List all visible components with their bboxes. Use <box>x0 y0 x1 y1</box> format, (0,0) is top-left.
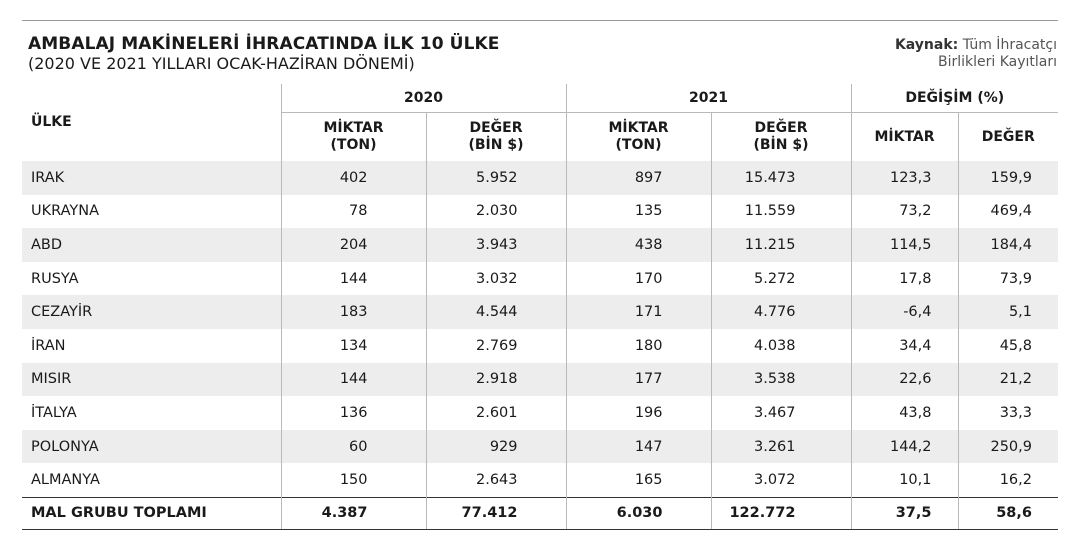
value-cell: 402 <box>281 161 426 195</box>
export-table <box>22 84 1058 530</box>
value-cell: 2.030 <box>426 195 566 229</box>
value-cell: 60 <box>281 430 426 464</box>
top-rule <box>22 20 1058 21</box>
country-cell: POLONYA <box>22 430 281 464</box>
group-header-change: DEĞİŞİM (%) <box>851 84 1058 113</box>
value-cell: 4.387 <box>281 497 426 529</box>
value-cell: 135 <box>566 195 711 229</box>
source-note <box>895 37 1057 71</box>
value-cell: 17,8 <box>851 262 958 296</box>
country-cell: ABD <box>22 228 281 262</box>
value-cell: 5.952 <box>426 161 566 195</box>
value-cell: 2.769 <box>426 329 566 363</box>
value-cell: 144 <box>281 363 426 397</box>
page-title: AMBALAJ MAKİNELERİ İHRACATINDA İLK 10 ÜLKE <box>28 34 500 54</box>
value-cell: 15.473 <box>711 161 851 195</box>
value-cell: 136 <box>281 396 426 430</box>
value-cell: 58,6 <box>958 497 1058 529</box>
value-cell: 438 <box>566 228 711 262</box>
country-cell: UKRAYNA <box>31 203 100 220</box>
qty-header-2021: MİKTAR (TON) <box>566 113 711 162</box>
source-line-2: Birlikleri Kayıtları <box>937 54 1057 70</box>
table-row <box>22 329 1058 363</box>
value-cell: 4.038 <box>711 329 851 363</box>
table-row <box>22 161 1058 195</box>
value-cell: 123,3 <box>851 161 958 195</box>
val-header-2020: DEĞER (BİN $) <box>426 113 566 162</box>
value-cell: 180 <box>566 329 711 363</box>
country-cell: İTALYA <box>31 404 77 421</box>
country-cell: RUSYA <box>31 270 79 287</box>
country-cell: ALMANYA <box>31 472 100 489</box>
value-cell: 3.261 <box>711 430 851 464</box>
value-cell: 77.412 <box>426 497 566 529</box>
value-cell: 177 <box>566 363 711 397</box>
total-row <box>22 497 1058 529</box>
value-cell: 144 <box>281 262 426 296</box>
value-cell: 144,2 <box>851 430 958 464</box>
value-cell: 73,9 <box>958 262 1058 296</box>
val-header-2021: DEĞER (BİN $) <box>711 113 851 162</box>
table-row <box>22 262 1058 296</box>
value-cell: 6.030 <box>566 497 711 529</box>
value-cell: 4.776 <box>711 295 851 329</box>
value-cell: 3.032 <box>426 262 566 296</box>
value-cell: 183 <box>281 295 426 329</box>
value-cell: 2.918 <box>426 363 566 397</box>
country-cell: CEZAYİR <box>22 295 281 329</box>
value-cell: 33,3 <box>958 396 1058 430</box>
value-cell: -6,4 <box>851 295 958 329</box>
value-cell: 5,1 <box>958 295 1058 329</box>
value-cell: 929 <box>426 430 566 464</box>
value-cell: 204 <box>281 228 426 262</box>
value-cell: 196 <box>566 396 711 430</box>
source-line-1: Tüm İhracatçı <box>962 37 1057 53</box>
value-cell: 165 <box>566 463 711 497</box>
value-cell: 3.943 <box>426 228 566 262</box>
table-body <box>22 161 1058 529</box>
value-cell: 11.559 <box>711 195 851 229</box>
table-row <box>22 463 1058 497</box>
value-cell: 3.072 <box>711 463 851 497</box>
value-cell: 78 <box>281 195 426 229</box>
value-cell: 3.538 <box>711 363 851 397</box>
value-cell: 4.544 <box>426 295 566 329</box>
value-cell: 43,8 <box>851 396 958 430</box>
value-cell: 10,1 <box>851 463 958 497</box>
table-row <box>22 363 1058 397</box>
table-row <box>22 430 1058 464</box>
value-cell: 170 <box>566 262 711 296</box>
country-column-header: ÜLKE <box>31 114 72 130</box>
source-label: Kaynak: <box>894 37 959 53</box>
change-qty-header: MİKTAR <box>851 113 958 162</box>
value-cell: 45,8 <box>958 329 1058 363</box>
group-header-2021: 2021 <box>566 84 851 113</box>
value-cell: 897 <box>566 161 711 195</box>
value-cell: 11.215 <box>711 228 851 262</box>
qty-header-2020: MİKTAR (TON) <box>281 113 426 162</box>
table-row <box>22 195 1058 229</box>
country-cell: İRAN <box>31 337 66 354</box>
group-header-2020: 2020 <box>281 84 566 113</box>
change-val-header: DEĞER <box>958 113 1058 162</box>
page-subtitle: (2020 VE 2021 YILLARI OCAK-HAZİRAN DÖNEMİ) <box>28 54 415 73</box>
value-cell: 114,5 <box>851 228 958 262</box>
value-cell: 250,9 <box>958 430 1058 464</box>
value-cell: 2.601 <box>426 396 566 430</box>
value-cell: 469,4 <box>958 195 1058 229</box>
value-cell: 37,5 <box>851 497 958 529</box>
country-cell: MAL GRUBU TOPLAMI <box>22 497 281 529</box>
value-cell: 159,9 <box>958 161 1058 195</box>
value-cell: 134 <box>281 329 426 363</box>
table-row <box>22 228 1058 262</box>
value-cell: 3.467 <box>711 396 851 430</box>
value-cell: 2.643 <box>426 463 566 497</box>
country-cell: IRAK <box>22 161 281 195</box>
value-cell: 73,2 <box>851 195 958 229</box>
value-cell: 34,4 <box>851 329 958 363</box>
table-row <box>22 295 1058 329</box>
value-cell: 150 <box>281 463 426 497</box>
value-cell: 22,6 <box>851 363 958 397</box>
value-cell: 16,2 <box>958 463 1058 497</box>
value-cell: 171 <box>566 295 711 329</box>
value-cell: 184,4 <box>958 228 1058 262</box>
value-cell: 21,2 <box>958 363 1058 397</box>
value-cell: 147 <box>566 430 711 464</box>
country-cell: MISIR <box>22 363 281 397</box>
value-cell: 5.272 <box>711 262 851 296</box>
table-row <box>22 396 1058 430</box>
value-cell: 122.772 <box>711 497 851 529</box>
